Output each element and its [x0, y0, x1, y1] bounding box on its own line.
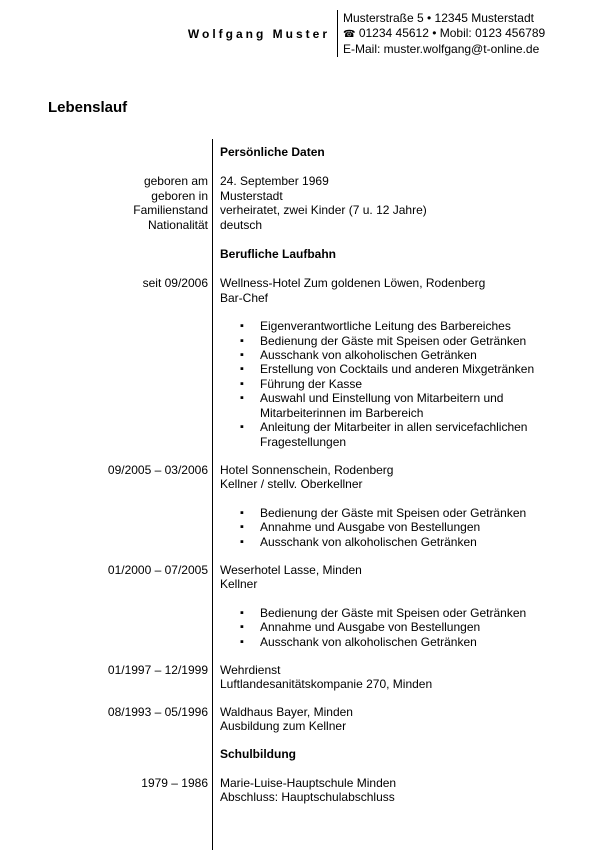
address-line: Musterstraße 5 • 12345 Musterstadt: [343, 11, 534, 25]
task-item: ▪ Eigenverantwortliche Leitung des Barbereiches: [220, 319, 560, 333]
personal-data-label: Nationalität: [147, 217, 208, 232]
employer-name: Hotel Sonnenschein, Rodenberg: [220, 462, 394, 477]
applicant-name: Wolfgang Muster: [187, 27, 330, 41]
employer-name: Wellness-Hotel Zum goldenen Löwen, Rodenberg: [220, 276, 486, 291]
personal-data-row: [0, 189, 600, 203]
job-position: Luftlandesanitätskompanie 270, Minden: [220, 677, 433, 692]
personal-data-label: Familienstand: [133, 203, 208, 218]
task-item: ▪ Bedienung der Gäste mit Speisen oder Getränken: [220, 334, 560, 348]
personal-data-value: deutsch: [220, 217, 263, 232]
job-position: Ausbildung zum Kellner: [220, 719, 347, 734]
career-entry-head: [0, 276, 600, 448]
contact-block: [343, 11, 545, 57]
cv-body: [0, 145, 600, 805]
task-list: [220, 606, 560, 649]
job-position: Bar-Chef: [220, 290, 269, 305]
section-heading-school: Schulbildung: [220, 746, 296, 761]
career-entry-head: [0, 563, 600, 649]
school-entry: [0, 776, 600, 805]
career-entry: [0, 463, 600, 549]
school-details: [220, 776, 396, 805]
employer-name: Wehrdienst: [220, 662, 281, 677]
job-position: Kellner / stellv. Oberkellner: [220, 477, 363, 492]
task-item: ▪ Bedienung der Gäste mit Speisen oder Getränken: [220, 506, 560, 520]
task-item: ▪ Führung der Kasse: [220, 377, 560, 391]
task-list: [220, 319, 560, 449]
career-period: 01/1997 – 12/1999: [107, 662, 208, 677]
job-position: Kellner: [220, 577, 258, 592]
personal-data-label: geboren am: [143, 174, 208, 189]
task-list: [220, 506, 560, 549]
career-entry: [0, 563, 600, 649]
career-details: [220, 463, 560, 549]
career-period: seit 09/2006: [142, 276, 208, 291]
section-heading-career: Berufliche Laufbahn: [220, 247, 337, 262]
school-list: [0, 776, 600, 805]
personal-data-row: [0, 218, 600, 232]
career-entry-head: [0, 663, 600, 692]
career-entry: [0, 276, 600, 448]
career-entry: [0, 705, 600, 734]
personal-data-label: geboren in: [151, 188, 208, 203]
task-item: ▪ Ausschank von alkoholischen Getränken: [220, 348, 560, 362]
task-item: ▪ Bedienung der Gäste mit Speisen oder Getränken: [220, 606, 560, 620]
employer-name: Waldhaus Bayer, Minden: [220, 704, 353, 719]
personal-data-row: [0, 203, 600, 217]
personal-data-row: [0, 174, 600, 188]
career-details: [220, 705, 353, 734]
employer-name: Weserhotel Lasse, Minden: [220, 562, 362, 577]
school-name: Marie-Luise-Hauptschule Minden: [220, 776, 397, 790]
school-period: 1979 – 1986: [141, 776, 208, 790]
school-degree: Abschluss: Hauptschulabschluss: [220, 790, 395, 805]
career-entry: [0, 663, 600, 692]
email-line: E-Mail: muster.wolfgang@t-online.de: [343, 42, 540, 56]
career-entry-head: [0, 705, 600, 734]
header-divider: [337, 10, 338, 57]
phone-numbers: 01234 45612 • Mobil: 0123 456789: [358, 25, 546, 40]
personal-data-list: [0, 174, 600, 232]
personal-data-value: 24. September 1969: [220, 174, 329, 189]
career-period: 09/2005 – 03/2006: [107, 462, 208, 477]
career-entry-head: [0, 463, 600, 549]
career-period: 01/2000 – 07/2005: [107, 562, 208, 577]
career-period: 08/1993 – 05/1996: [107, 704, 208, 719]
phone-line: [343, 26, 545, 43]
career-details: [220, 563, 560, 649]
task-item: ▪ Anleitung der Mitarbeiter in allen servicefachlichen Fragestellungen: [220, 420, 560, 449]
task-item: ▪ Ausschank von alkoholischen Getränken: [220, 635, 560, 649]
career-details: [220, 663, 432, 692]
section-heading-personal: Persönliche Daten: [220, 145, 325, 159]
career-list: [0, 276, 600, 746]
career-details: [220, 276, 560, 448]
personal-data-value: verheiratet, zwei Kinder (7 u. 12 Jahre): [220, 203, 427, 218]
personal-data-value: Musterstadt: [220, 188, 283, 203]
task-item: ▪ Ausschank von alkoholischen Getränken: [220, 535, 560, 549]
task-item: ▪ Annahme und Ausgabe von Bestellungen: [220, 520, 560, 534]
document-title: Lebenslauf: [48, 99, 128, 116]
telephone-icon: ☎: [343, 28, 356, 40]
task-item: ▪ Erstellung von Cocktails und anderen Mixgetränken: [220, 362, 560, 376]
task-item: ▪ Auswahl und Einstellung von Mitarbeitern und Mitarbeiterinnen im Barbereich: [220, 391, 560, 420]
task-item: ▪ Annahme und Ausgabe von Bestellungen: [220, 620, 560, 634]
